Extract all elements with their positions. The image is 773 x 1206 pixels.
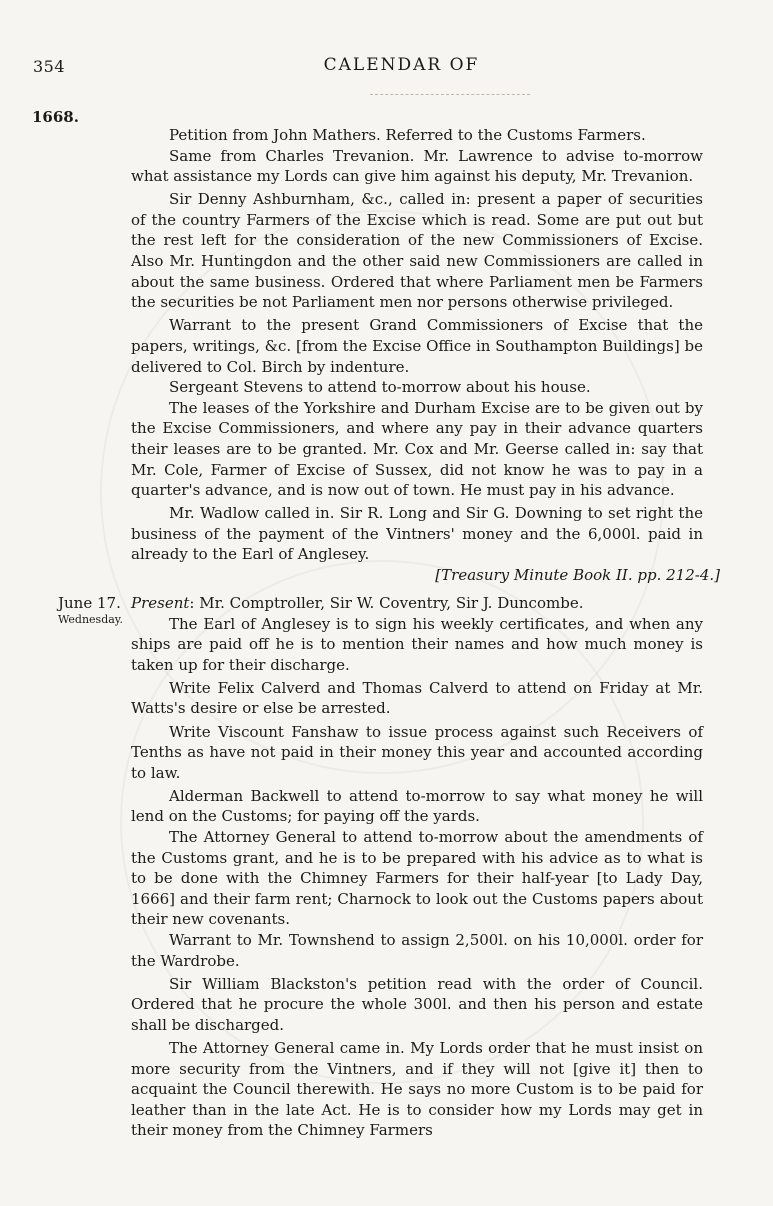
entry-paragraph: Sir Denny Ashburnham, &c., called in: present a paper of securities of the country Farmers of the Excise which is read. Some are put out but the rest left for the consideration of the new Commissioners of Excise. Also Mr. Huntingdon and the other said new Commissioners are called in about the same business. Ordered that where Parliament men be Farmers the securities be not Parliament men nor persons otherwise privileged. bbox=[131, 190, 703, 312]
entry-paragraph: The Attorney General to attend to-morrow about the amendments of the Customs grant, and he is to be prepared with his advice as to what is to be done with the Chimney Farmers for their half-year [to Lady Day, 1666] and their farm rent; Charnock to look out the Customs papers about their new covenants. bbox=[131, 828, 703, 929]
entry-paragraph: Mr. Wadlow called in. Sir R. Long and Sir G. Downing to set right the business of the payment of the Vintners' money and the 6,000l. paid in already to the Earl of Anglesey. bbox=[131, 504, 703, 564]
entry-paragraph: Alderman Backwell to attend to-morrow to say what money he will lend on the Customs; for paying off the yards. bbox=[131, 786, 703, 826]
page-number: 354 bbox=[33, 57, 66, 76]
entry-paragraph: Sergeant Stevens to attend to-morrow about his house. bbox=[169, 378, 591, 397]
entry-paragraph: Same from Charles Trevanion. Mr. Lawrence to advise to-morrow what assistance my Lords can give him against his deputy, Mr. Trevanion. bbox=[131, 146, 703, 186]
entry-paragraph: Sir William Blackston's petition read with the order of Council. Ordered that he procure the whole 300l. and then his person and estate shall be discharged. bbox=[131, 974, 703, 1034]
entries-section bbox=[0, 125, 773, 1141]
entry-paragraph: Warrant to the present Grand Commissioners of Excise that the papers, writings, &c. [from the Excise Office in Southampton Buildings] be delivered to Col. Birch by indenture. bbox=[131, 316, 703, 376]
entry-paragraph: The leases of the Yorkshire and Durham Excise are to be given out by the Excise Commissioners, and where any pay in their advance quarters their leases are to be granted. Mr. Cox and Mr. Geerse called in: say that Mr. Cole, Farmer of Excise of Sussex, did not know he was to pay in a quarter's advance, and is now out of town. He must pay in his advance. bbox=[131, 398, 703, 500]
running-title: CALENDAR OF bbox=[323, 55, 480, 75]
entry-paragraph: Warrant to Mr. Townshend to assign 2,500l. on his 10,000l. order for the Wardrobe. bbox=[131, 930, 703, 970]
day-entry-june-17 bbox=[0, 593, 773, 1141]
present-text: : Mr. Comptroller, Sir W. Coventry, Sir J. Duncombe. bbox=[189, 593, 584, 612]
margin-weekday: Wednesday. bbox=[58, 612, 124, 626]
margin-year: 1668. bbox=[32, 108, 79, 126]
entry-paragraph: Write Viscount Fanshaw to issue process against such Receivers of Tenths as have not paid in their money this year and accounted according to law. bbox=[131, 722, 703, 782]
source-citation: [Treasury Minute Book II. pp. 212-4.] bbox=[435, 565, 720, 584]
header-rule bbox=[370, 94, 530, 95]
margin-date: June 17. bbox=[58, 593, 121, 612]
entry-paragraph: Write Felix Calverd and Thomas Calverd to attend on Friday at Mr. Watts's desire or else be arrested. bbox=[131, 678, 703, 718]
entry-paragraph: Petition from John Mathers. Referred to the Customs Farmers. bbox=[169, 126, 646, 144]
entry-paragraph: The Earl of Anglesey is to sign his weekly certificates, and when any ships are paid off he is to mention their names and how much money is taken up for their discharge. bbox=[131, 614, 703, 674]
entry-paragraph: The Attorney General came in. My Lords order that he must insist on more security from the Vintners, and if they will not [give it] then to acquaint the Council therewith. He says no more Custom is to be paid for leather than in the late Act. He is to consider how my Lords may get in their money from the Chimney Farmers bbox=[131, 1038, 703, 1140]
present-label: Present bbox=[131, 593, 190, 612]
